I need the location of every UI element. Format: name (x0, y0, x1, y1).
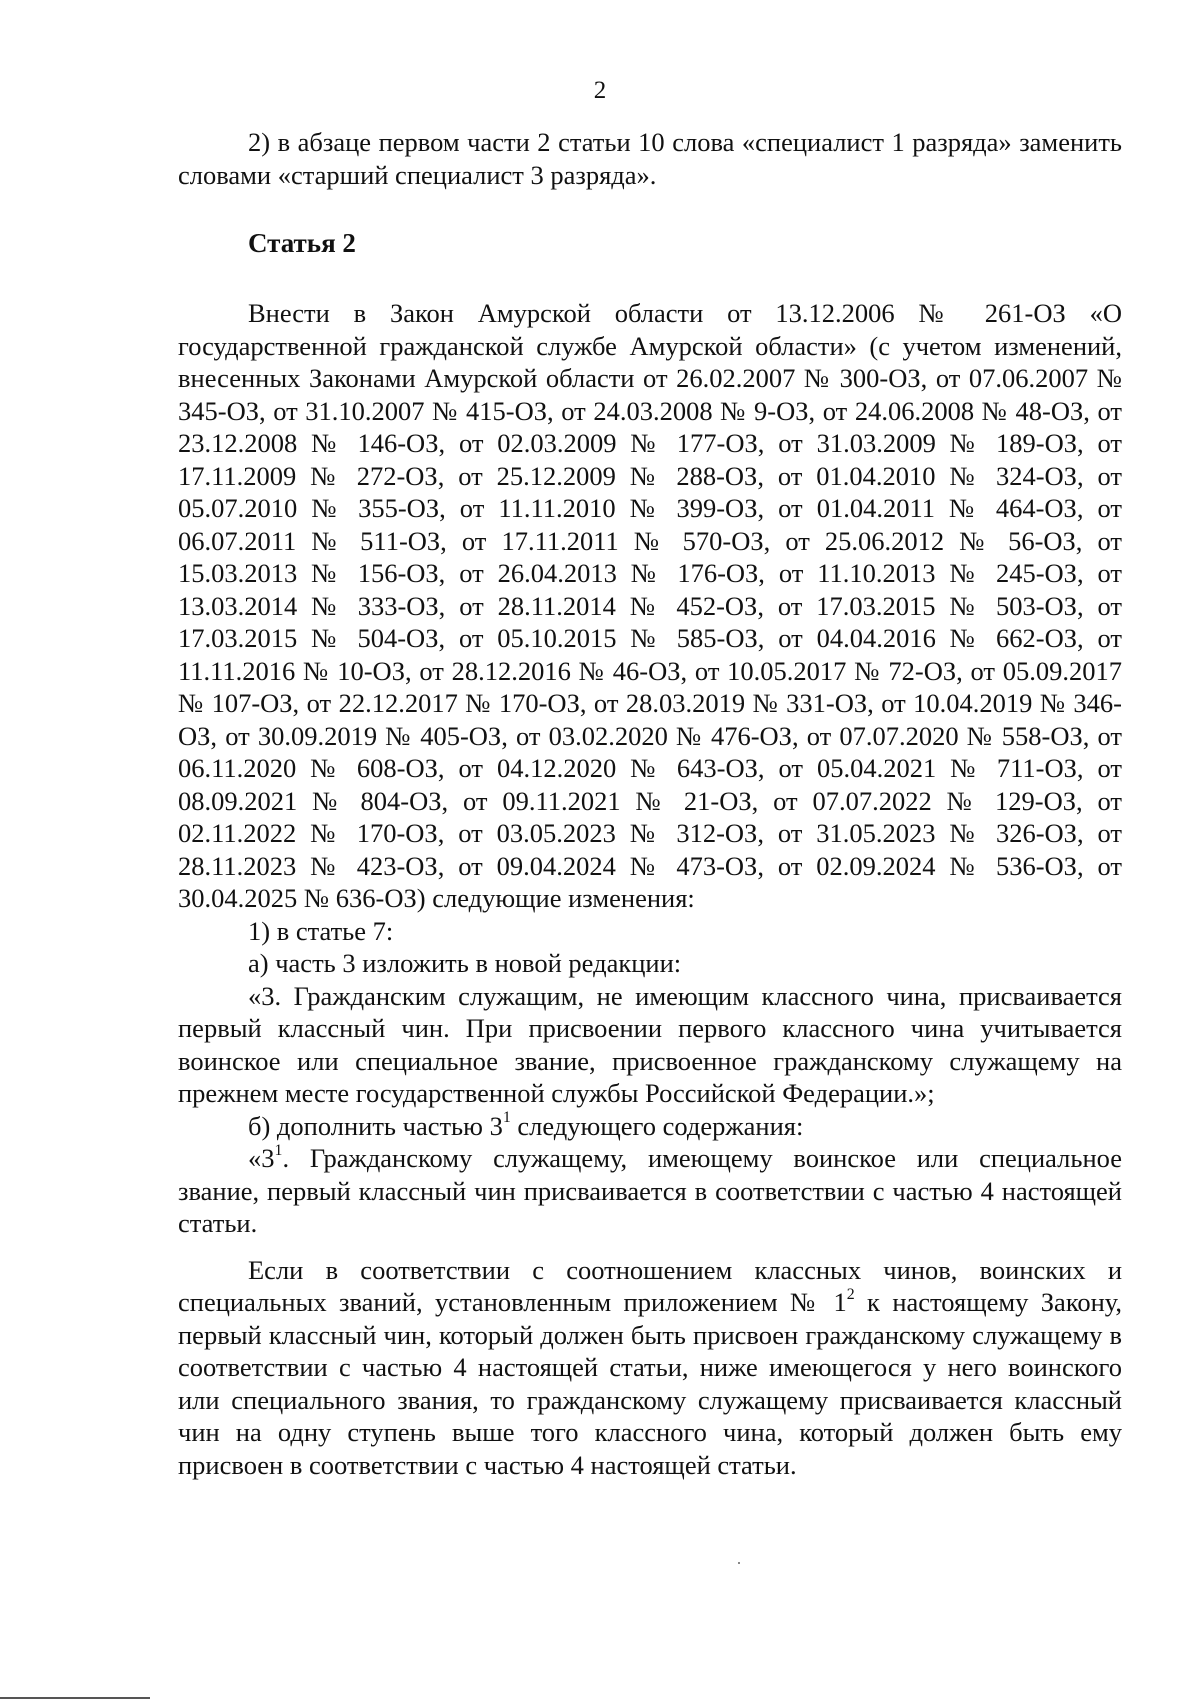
quote-3-1-start: «3 (248, 1143, 275, 1173)
item-b-superscript: 1 (502, 1109, 511, 1127)
quote-part-3-1 (178, 1142, 1122, 1240)
quote-3-1-superscript: 1 (274, 1141, 283, 1159)
quote-part-3: «3. Гражданским служащим, не имеющим классного чина, присваивается первый классный чин. При присвоении первого классного чина учитывается воинское или специальное звание, присвоенное гражданскому служащему на прежнем месте государственной службы Российской Федерации.»; (178, 980, 1122, 1108)
amendment-paragraph-2: 2) в абзаце первом части 2 статьи 10 слова «специалист 1 разряда» заменить словами «старший специалист 3 разряда». (178, 127, 1122, 190)
scan-artifact-line (0, 1697, 150, 1699)
item-b-text-end: следующего содержания: (510, 1110, 804, 1141)
closing-paragraph-text: к настоящему Закону, первый классный чин, который должен быть присвоен гражданскому служащему в соответствии с частью 4 настоящей статьи, ниже имеющегося у него воинского или специального звания, то гражданскому служащему присваивается классный чин на одну ступень выше того классного чина, который должен быть ему присвоен в соответствии с частью 4 настоящей статьи. (178, 1287, 1122, 1480)
page-number: 2 (593, 77, 607, 104)
scan-artifact-dot (738, 1562, 740, 1564)
closing-paragraph-superscript: 2 (846, 1285, 855, 1303)
item-1: 1) в статье 7: (248, 915, 394, 946)
closing-paragraph-start: Если в соответствии с соотношением классных чинов, воинских и специальных званий, установленным приложением № 1 (178, 1254, 1122, 1317)
closing-paragraph (178, 1254, 1122, 1482)
article-heading: Статья 2 (248, 228, 356, 258)
article-2-intro: Внести в Закон Амурской области от 13.12.2006 № 261-ОЗ «О государственной гражданской службе Амурской области» (с учетом изменений, внесенных Законами Амурской области от 26.02.2007 № 300-ОЗ, от 07.06.2007 № 345-ОЗ, от 31.10.2007 № 415-ОЗ, от 24.03.2008 № 9-ОЗ, от 24.06.2008 № 48-ОЗ, от 23.12.2008 № 146-ОЗ, от 02.03.2009 № 177-ОЗ, от 31.03.2009 № 189-ОЗ, от 17.11.2009 № 272-ОЗ, от 25.12.2009 № 288-ОЗ, от 01.04.2010 № 324-ОЗ, от 05.07.2010 № 355-ОЗ, от 11.11.2010 № 399-ОЗ, от 01.04.2011 № 464-ОЗ, от 06.07.2011 № 511-ОЗ, от 17.11.2011 № 570-ОЗ, от 25.06.2012 № 56-ОЗ, от 15.03.2013 № 156-ОЗ, от 26.04.2013 № 176-ОЗ, от 11.10.2013 № 245-ОЗ, от 13.03.2014 № 333-ОЗ, от 28.11.2014 № 452-ОЗ, от 17.03.2015 № 503-ОЗ, от 17.03.2015 № 504-ОЗ, от 05.10.2015 № 585-ОЗ, от 04.04.2016 № 662-ОЗ, от 11.11.2016 № 10-ОЗ, от 28.12.2016 № 46-ОЗ, от 10.05.2017 № 72-ОЗ, от 05.09.2017 № 107-ОЗ, от 22.12.2017 № 170-ОЗ, от 28.03.2019 № 331-ОЗ, от 10.04.2019 № 346-ОЗ, от 30.09.2019 № 405-ОЗ, от 03.02.2020 № 476-ОЗ, от 07.07.2020 № 558-ОЗ, от 06.11.2020 № 608-ОЗ, от 04.12.2020 № 643-ОЗ, от 05.04.2021 № 711-ОЗ, от 08.09.2021 № 804-ОЗ, от 09.11.2021 № 21-ОЗ, от 07.07.2022 № 129-ОЗ, от 02.11.2022 № 170-ОЗ, от 03.05.2023 № 312-ОЗ, от 31.05.2023 № 326-ОЗ, от 28.11.2023 № 423-ОЗ, от 09.04.2024 № 473-ОЗ, от 02.09.2024 № 536-ОЗ, от 30.04.2025 № 636-ОЗ) следующие изменения: (178, 298, 1122, 913)
document-body (178, 126, 1122, 1481)
item-b-text: б) дополнить частью 3 (248, 1110, 503, 1141)
item-a: а) часть 3 изложить в новой редакции: (248, 948, 682, 978)
quote-3-1-text: . Гражданскому служащему, имеющему воинское или специальное звание, первый классный чин присваивается в соответствии с частью 4 настоящей статьи. (178, 1143, 1122, 1238)
item-b (178, 1110, 1122, 1143)
